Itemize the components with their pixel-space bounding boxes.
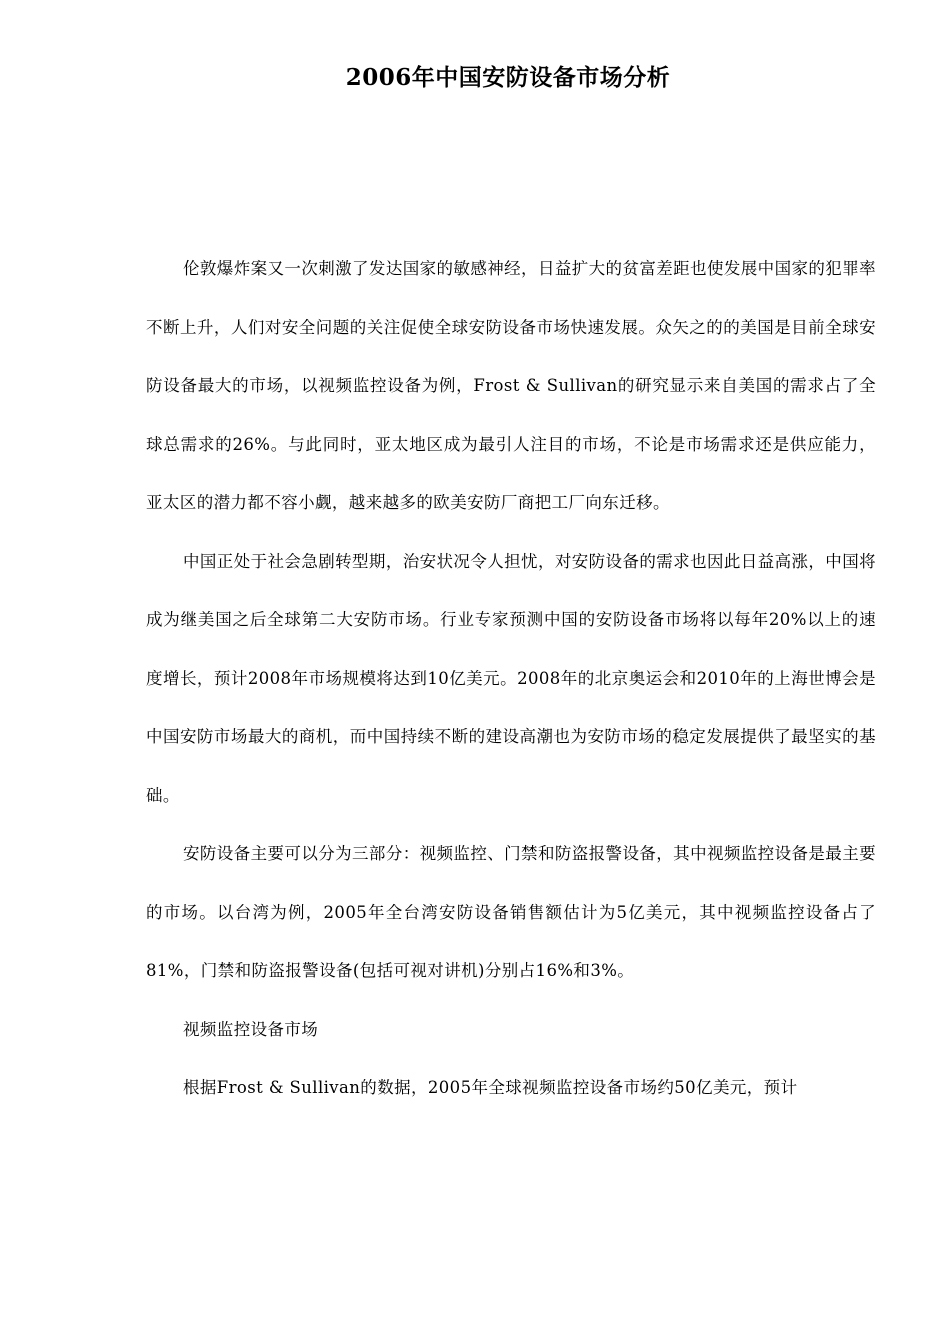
paragraph-china-market: 中国正处于社会急剧转型期，治安状况令人担忧，对安防设备的需求也因此日益高涨，中国将成为继美国之后全球第二大安防市场。行业专家预测中国的安防设备市场将以每年20%以上的速度增长，预计2008年市场规模将达到10亿美元。2008年的北京奥运会和2010年的上海世博会是中国安防市场最大的商机，而中国持续不断的建设高潮也为安防市场的稳定发展提供了最坚实的基础。	[146, 551, 876, 805]
paragraph-video-market: 根据Frost & Sullivan的数据，2005年全球视频监控设备市场约50亿美元，预计	[183, 1078, 798, 1097]
section-heading-video-surveillance: 视频监控设备市场	[183, 1019, 319, 1039]
paragraph-intro: 伦敦爆炸案又一次刺激了发达国家的敏感神经，日益扩大的贫富差距也使发展中国家的犯罪率不断上升，人们对安全问题的关注促使全球安防设备市场快速发展。众矢之的的美国是目前全球安防设备最大的市场，以视频监控设备为例，Frost & Sullivan的研究显示来自美国的需求占了全球总需求的26%。与此同时，亚太地区成为最引人注目的市场，不论是市场需求还是供应能力，亚太区的潜力都不容小觑，越来越多的欧美安防厂商把工厂向东迁移。	[146, 259, 876, 512]
document-title: 2006年中国安防设备市场分析	[345, 64, 671, 91]
paragraph-equipment-categories: 安防设备主要可以分为三部分：视频监控、门禁和防盗报警设备，其中视频监控设备是最主要的市场。以台湾为例，2005年全台湾安防设备销售额估计为5亿美元，其中视频监控设备占了81%，门禁和防盗报警设备(包括可视对讲机)分别占16%和3%。	[146, 844, 876, 980]
document-body	[146, 240, 876, 1118]
